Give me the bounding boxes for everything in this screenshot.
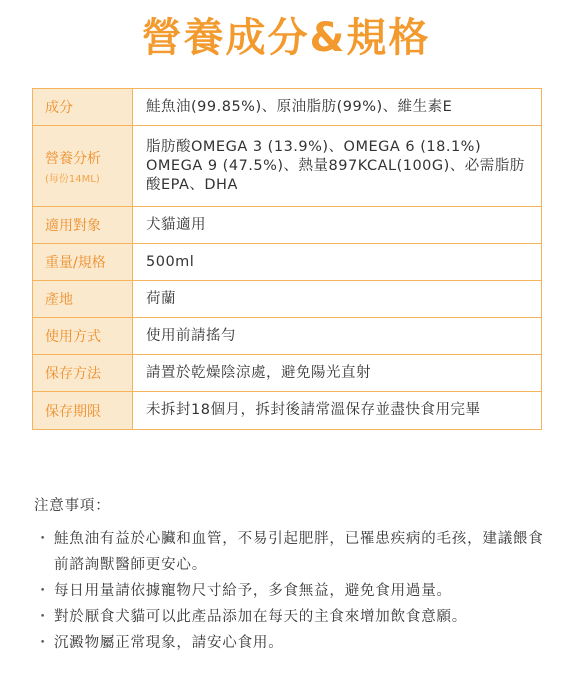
- spec-label: [33, 207, 133, 243]
- page-title: 營養成分&規格: [141, 15, 431, 61]
- spec-value: 脂肪酸OMEGA 3 (13.9%)、OMEGA 6 (18.1%) OMEGA 9 (47.5%)、熱量897KCAL(100G)、必需脂肪酸EPA、DHA: [146, 138, 525, 193]
- spec-label-sub: (每份14ML): [45, 173, 100, 185]
- spec-value: 鮭魚油(99.85%)、原油脂肪(99%)、維生素E: [146, 98, 453, 115]
- spec-row-shelf-life: [33, 391, 541, 429]
- spec-row-ingredients: [33, 89, 541, 125]
- spec-value: 使用前請搖勻: [146, 327, 236, 344]
- spec-label: [33, 244, 133, 280]
- spec-row-weight: [33, 243, 541, 280]
- spec-label-text: 使用方式: [45, 329, 101, 345]
- bullet-icon: ・: [35, 583, 51, 599]
- spec-label-text: 成分: [45, 100, 73, 116]
- note-text: 對於厭食犬貓可以此產品添加在每天的主食來增加飲食意願。: [54, 609, 468, 625]
- spec-value: 請置於乾燥陰涼處，避免陽光直射: [146, 364, 371, 381]
- spec-label: [33, 281, 133, 317]
- note-item: [32, 578, 552, 604]
- bullet-icon: ・: [35, 531, 51, 547]
- spec-value: 未拆封18個月，拆封後請常溫保存並盡快食用完畢: [146, 402, 481, 418]
- note-text: 鮭魚油有益於心臟和血管，不易引起肥胖，已罹患疾病的毛孩，建議餵食前諮詢獸醫師更安心。: [54, 531, 544, 573]
- notes-section: [32, 496, 552, 656]
- note-text: 每日用量請依據寵物尺寸給予，多食無益，避免食用過量。: [54, 583, 452, 599]
- spec-label: [33, 89, 133, 125]
- spec-label-text: 重量/規格: [45, 255, 106, 271]
- spec-value: 荷蘭: [146, 290, 176, 307]
- spec-label-text: 營養分析: [45, 150, 101, 167]
- spec-table: [32, 88, 542, 430]
- note-item: [32, 526, 552, 578]
- spec-label-text: 保存方法: [45, 366, 101, 382]
- spec-label: [33, 392, 133, 429]
- notes-title: 注意事項：: [34, 498, 111, 514]
- bullet-icon: ・: [35, 635, 51, 651]
- note-text: 沉澱物屬正常現象，請安心食用。: [54, 635, 284, 651]
- spec-row-origin: [33, 280, 541, 317]
- bullet-icon: ・: [35, 609, 51, 625]
- spec-value: 500ml: [146, 253, 195, 270]
- spec-label-text: 保存期限: [45, 403, 101, 420]
- note-item: [32, 630, 552, 656]
- spec-row-nutrition: [33, 125, 541, 206]
- spec-label-text: 適用對象: [45, 218, 101, 234]
- spec-label-text: 產地: [45, 292, 73, 308]
- spec-label: [33, 126, 133, 206]
- spec-row-storage: [33, 354, 541, 391]
- note-item: [32, 604, 552, 630]
- spec-label: [33, 318, 133, 354]
- spec-value: 犬貓適用: [146, 216, 206, 233]
- spec-row-usage: [33, 317, 541, 354]
- spec-label: [33, 355, 133, 391]
- spec-row-target: [33, 206, 541, 243]
